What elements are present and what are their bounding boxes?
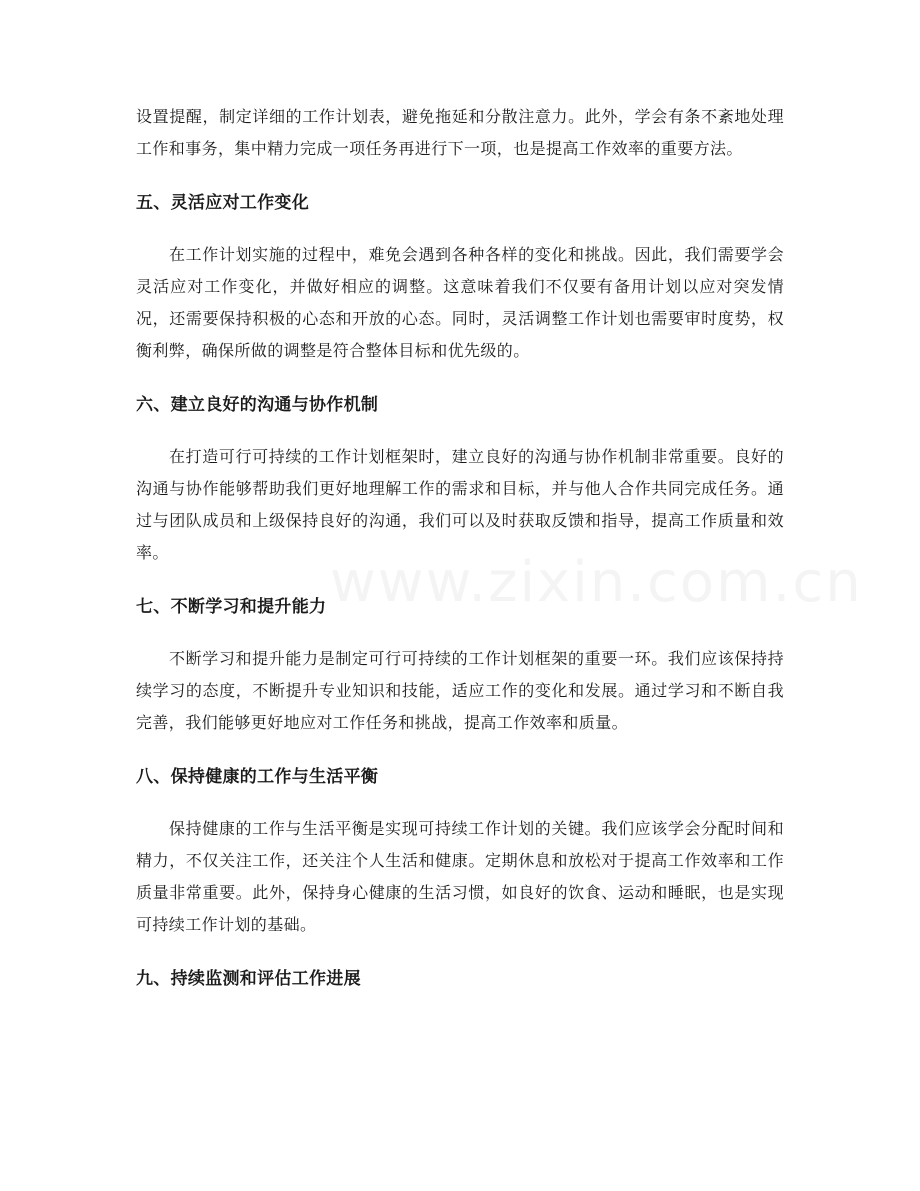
section-heading-8: 八、保持健康的工作与生活平衡 [136, 767, 379, 787]
section-heading-6: 六、建立良好的沟通与协作机制 [136, 395, 379, 415]
section-heading-7: 七、不断学习和提升能力 [136, 597, 327, 617]
paragraph-section-8: 保持健康的工作与生活平衡是实现可持续工作计划的关键。我们应该学会分配时间和精力，不仅关注工作，还关注个人生活和健康。定期休息和放松对于提高工作效率和工作质量非常重要。此外，保持身心健康的生活习惯，如良好的饮食、运动和睡眠，也是实现可持续工作计划的基础。 [136, 819, 784, 934]
paragraph-section-6: 在打造可行可持续的工作计划框架时，建立良好的沟通与协作机制非常重要。良好的沟通与协作能够帮助我们更好地理解工作的需求和目标，并与他人合作共同完成任务。通过与团队成员和上级保持良好的沟通，我们可以及时获取反馈和指导，提高工作质量和效率。 [136, 447, 784, 562]
section-heading-5: 五、灵活应对工作变化 [136, 193, 309, 213]
paragraph-section-7: 不断学习和提升能力是制定可行可持续的工作计划框架的重要一环。我们应该保持持续学习的态度，不断提升专业知识和技能，适应工作的变化和发展。通过学习和不断自我完善，我们能够更好地应对工作任务和挑战，提高工作效率和质量。 [136, 649, 784, 732]
paragraph-section-5: 在工作计划实施的过程中，难免会遇到各种各样的变化和挑战。因此，我们需要学会灵活应对工作变化，并做好相应的调整。这意味着我们不仅要有备用计划以应对突发情况，还需要保持积极的心态和开放的心态。同时，灵活调整工作计划也需要审时度势，权衡利弊，确保所做的调整是符合整体目标和优先级的。 [136, 245, 784, 360]
section-heading-9: 九、持续监测和评估工作进展 [136, 969, 361, 989]
document-body [136, 101, 784, 995]
paragraph-intro-continued: 设置提醒，制定详细的工作计划表，避免拖延和分散注意力。此外，学会有条不紊地处理工作和事务，集中精力完成一项任务再进行下一项，也是提高工作效率的重要方法。 [136, 107, 784, 158]
